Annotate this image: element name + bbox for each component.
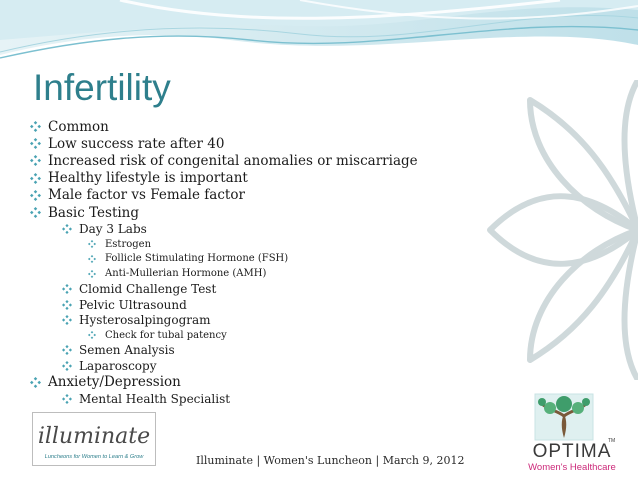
diamond-bullet-icon	[62, 394, 72, 404]
diamond-bullet-icon	[62, 284, 72, 294]
bullet-text: Pelvic Ultrasound	[79, 297, 187, 312]
illuminate-logo	[32, 412, 156, 466]
optima-subtitle: Women's Healthcare	[528, 462, 616, 473]
lotus-outline-decoration	[470, 80, 638, 380]
list-item	[30, 237, 470, 252]
diamond-bullet-icon	[88, 331, 96, 339]
list-item	[30, 221, 470, 237]
bullet-text: Common	[48, 118, 109, 135]
list-item	[30, 312, 470, 328]
bullet-text: Day 3 Labs	[79, 221, 147, 236]
bullet-text: Increased risk of congenital anomalies or miscarriage	[48, 152, 418, 169]
bullet-text: Check for tubal patency	[105, 329, 227, 341]
diamond-bullet-icon	[88, 255, 96, 263]
list-item	[30, 118, 470, 135]
bullet-text: Estrogen	[105, 238, 152, 250]
list-item	[30, 252, 470, 267]
diamond-bullet-icon	[30, 121, 41, 132]
list-item	[30, 135, 470, 152]
diamond-bullet-icon	[30, 190, 41, 201]
diamond-bullet-icon	[62, 345, 72, 355]
diamond-bullet-icon	[62, 361, 72, 371]
list-item	[30, 187, 470, 204]
list-item	[30, 204, 470, 221]
diamond-bullet-icon	[62, 315, 72, 325]
list-item	[30, 391, 470, 407]
bullet-text: Laparoscopy	[79, 359, 157, 374]
list-item	[30, 152, 470, 169]
diamond-bullet-icon	[30, 138, 41, 149]
bullet-text: Hysterosalpingogram	[79, 313, 211, 328]
optima-tm: TM	[608, 438, 616, 444]
bullet-text: Anti-Mullerian Hormone (AMH)	[105, 268, 267, 280]
bullet-text: Healthy lifestyle is important	[48, 170, 248, 187]
bullet-text: Anxiety/Depression	[48, 374, 181, 391]
bullet-text: Basic Testing	[48, 204, 140, 221]
list-item	[30, 297, 470, 313]
bullet-text: Clomid Challenge Test	[79, 281, 217, 296]
bullet-text: Semen Analysis	[79, 343, 175, 358]
slide-title: Infertility	[33, 67, 171, 108]
diamond-bullet-icon	[62, 224, 72, 234]
list-item	[30, 374, 470, 391]
diamond-bullet-icon	[88, 270, 96, 278]
diamond-bullet-icon	[62, 300, 72, 310]
optima-name: OPTIMA	[532, 441, 612, 462]
diamond-bullet-icon	[30, 207, 41, 218]
bullet-text: Low success rate after 40	[48, 135, 225, 152]
list-item	[30, 343, 470, 359]
footer-text: Illuminate | Women's Luncheon | March 9, 2012	[196, 454, 465, 467]
list-item	[30, 170, 470, 187]
bullet-text: Follicle Stimulating Hormone (FSH)	[105, 253, 289, 265]
diamond-bullet-icon	[30, 377, 41, 388]
diamond-bullet-icon	[88, 240, 96, 248]
illuminate-wordmark: illuminate	[37, 424, 151, 449]
diamond-bullet-icon	[30, 173, 41, 184]
diamond-bullet-icon	[30, 155, 41, 166]
list-item	[30, 266, 470, 281]
list-item	[30, 328, 470, 343]
bullet-text: Mental Health Specialist	[79, 391, 231, 406]
list-item	[30, 281, 470, 297]
bullet-text: Male factor vs Female factor	[48, 187, 245, 204]
illuminate-tagline: Luncheons for Women to Learn & Grow	[44, 454, 144, 460]
list-item	[30, 358, 470, 374]
bullet-list	[30, 118, 470, 407]
